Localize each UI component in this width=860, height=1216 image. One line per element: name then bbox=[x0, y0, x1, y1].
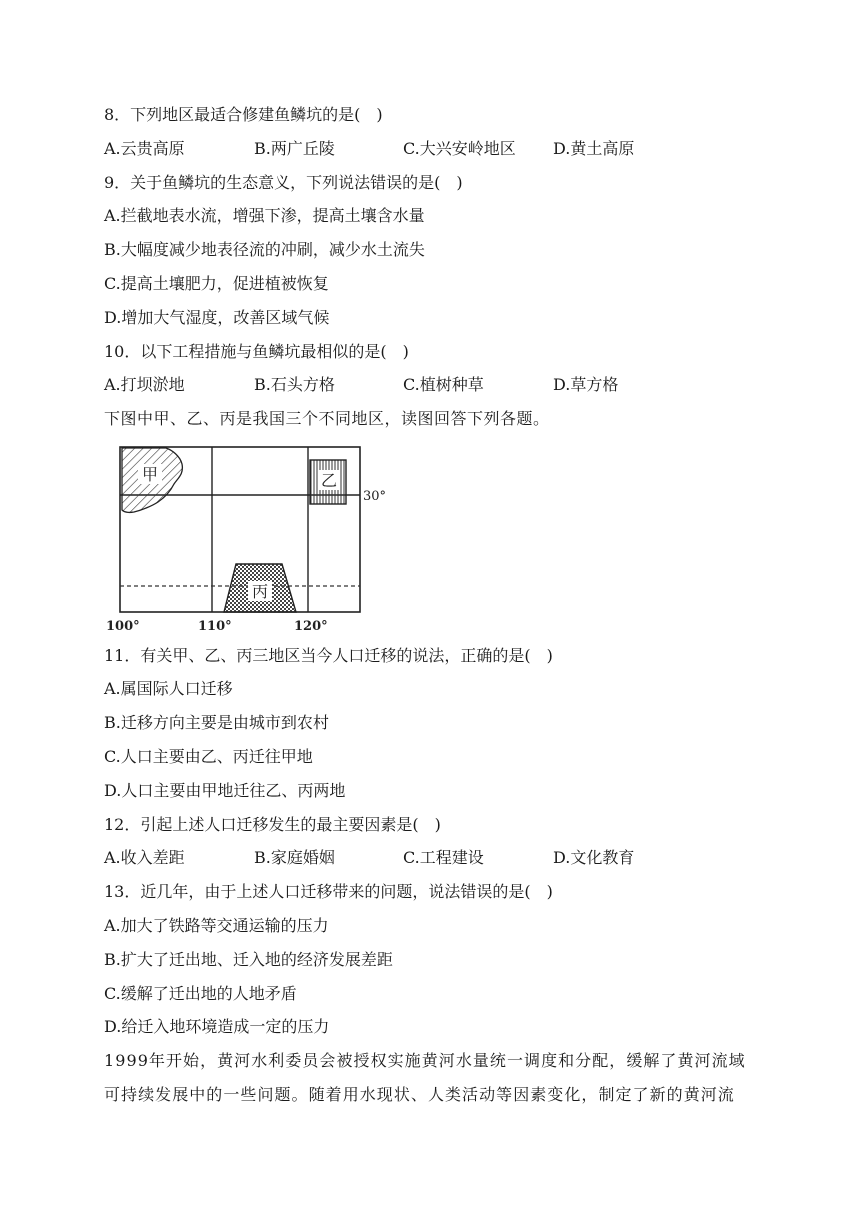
question-13-stem: 13．近几年，由于上述人口迁移带来的问题，说法错误的是( ) bbox=[104, 882, 553, 901]
region-yi-label: 乙 bbox=[320, 471, 338, 490]
passage-line-2: 可持续发展中的一些问题。随着用水现状、人类活动等因素变化，制定了新的黄河流 bbox=[104, 1085, 735, 1104]
q10-option-c: C.植树种草 bbox=[403, 375, 484, 394]
longitude-label-120: 120° bbox=[294, 619, 328, 634]
q10-option-a: A.打坝淤地 bbox=[104, 375, 185, 394]
q12-option-a: A.收入差距 bbox=[104, 848, 185, 867]
q10-option-d: D.草方格 bbox=[553, 375, 619, 394]
q8-option-d: D.黄土高原 bbox=[553, 139, 635, 158]
question-8-stem: 8．下列地区最适合修建鱼鳞坑的是( ) bbox=[104, 105, 383, 124]
q9-option-d: D.增加大气湿度，改善区域气候 bbox=[104, 308, 330, 327]
question-11-stem: 11．有关甲、乙、丙三地区当今人口迁移的说法，正确的是( ) bbox=[104, 646, 553, 665]
q11-option-a: A.属国际人口迁移 bbox=[104, 679, 233, 698]
question-9-stem: 9．关于鱼鳞坑的生态意义，下列说法错误的是( ) bbox=[104, 173, 463, 192]
passage-line-1: 1999年开始，黄河水利委员会被授权实施黄河水量统一调度和分配，缓解了黄河流域 bbox=[104, 1051, 746, 1070]
region-jia-label: 甲 bbox=[141, 465, 159, 484]
q8-option-a: A.云贵高原 bbox=[104, 139, 185, 158]
figure-intro: 下图中甲、乙、丙是我国三个不同地区，读图回答下列各题。 bbox=[104, 409, 550, 428]
latitude-label: 30° bbox=[363, 489, 387, 504]
longitude-label-110: 110° bbox=[198, 619, 232, 634]
q9-option-c: C.提高土壤肥力，促进植被恢复 bbox=[104, 274, 329, 293]
q8-option-b: B.两广丘陵 bbox=[254, 139, 335, 158]
q11-option-d: D.人口主要由甲地迁往乙、丙两地 bbox=[104, 781, 346, 800]
q12-option-c: C.工程建设 bbox=[403, 848, 484, 867]
q10-option-b: B.石头方格 bbox=[254, 375, 335, 394]
q13-option-b: B.扩大了迁出地、迁入地的经济发展差距 bbox=[104, 950, 393, 969]
q13-option-c: C.缓解了迁出地的人地矛盾 bbox=[104, 984, 297, 1003]
q9-option-a: A.拦截地表水流，增强下渗，提高土壤含水量 bbox=[104, 206, 425, 225]
q12-option-d: D.文化教育 bbox=[553, 848, 635, 867]
q13-option-d: D.给迁入地环境造成一定的压力 bbox=[104, 1017, 330, 1036]
q12-option-b: B.家庭婚姻 bbox=[254, 848, 335, 867]
q9-option-b: B.大幅度减少地表径流的冲刷，减少水土流失 bbox=[104, 240, 425, 259]
question-12-stem: 12．引起上述人口迁移发生的最主要因素是( ) bbox=[104, 815, 441, 834]
longitude-label-100: 100° bbox=[106, 619, 140, 634]
q11-option-b: B.迁移方向主要是由城市到农村 bbox=[104, 713, 329, 732]
q8-option-c: C.大兴安岭地区 bbox=[403, 139, 516, 158]
question-10-stem: 10．以下工程措施与鱼鳞坑最相似的是( ) bbox=[104, 342, 409, 361]
q11-option-c: C.人口主要由乙、丙迁往甲地 bbox=[104, 747, 313, 766]
region-bing-label: 丙 bbox=[251, 582, 269, 601]
q13-option-a: A.加大了铁路等交通运输的压力 bbox=[104, 916, 329, 935]
region-map-figure bbox=[100, 440, 400, 636]
